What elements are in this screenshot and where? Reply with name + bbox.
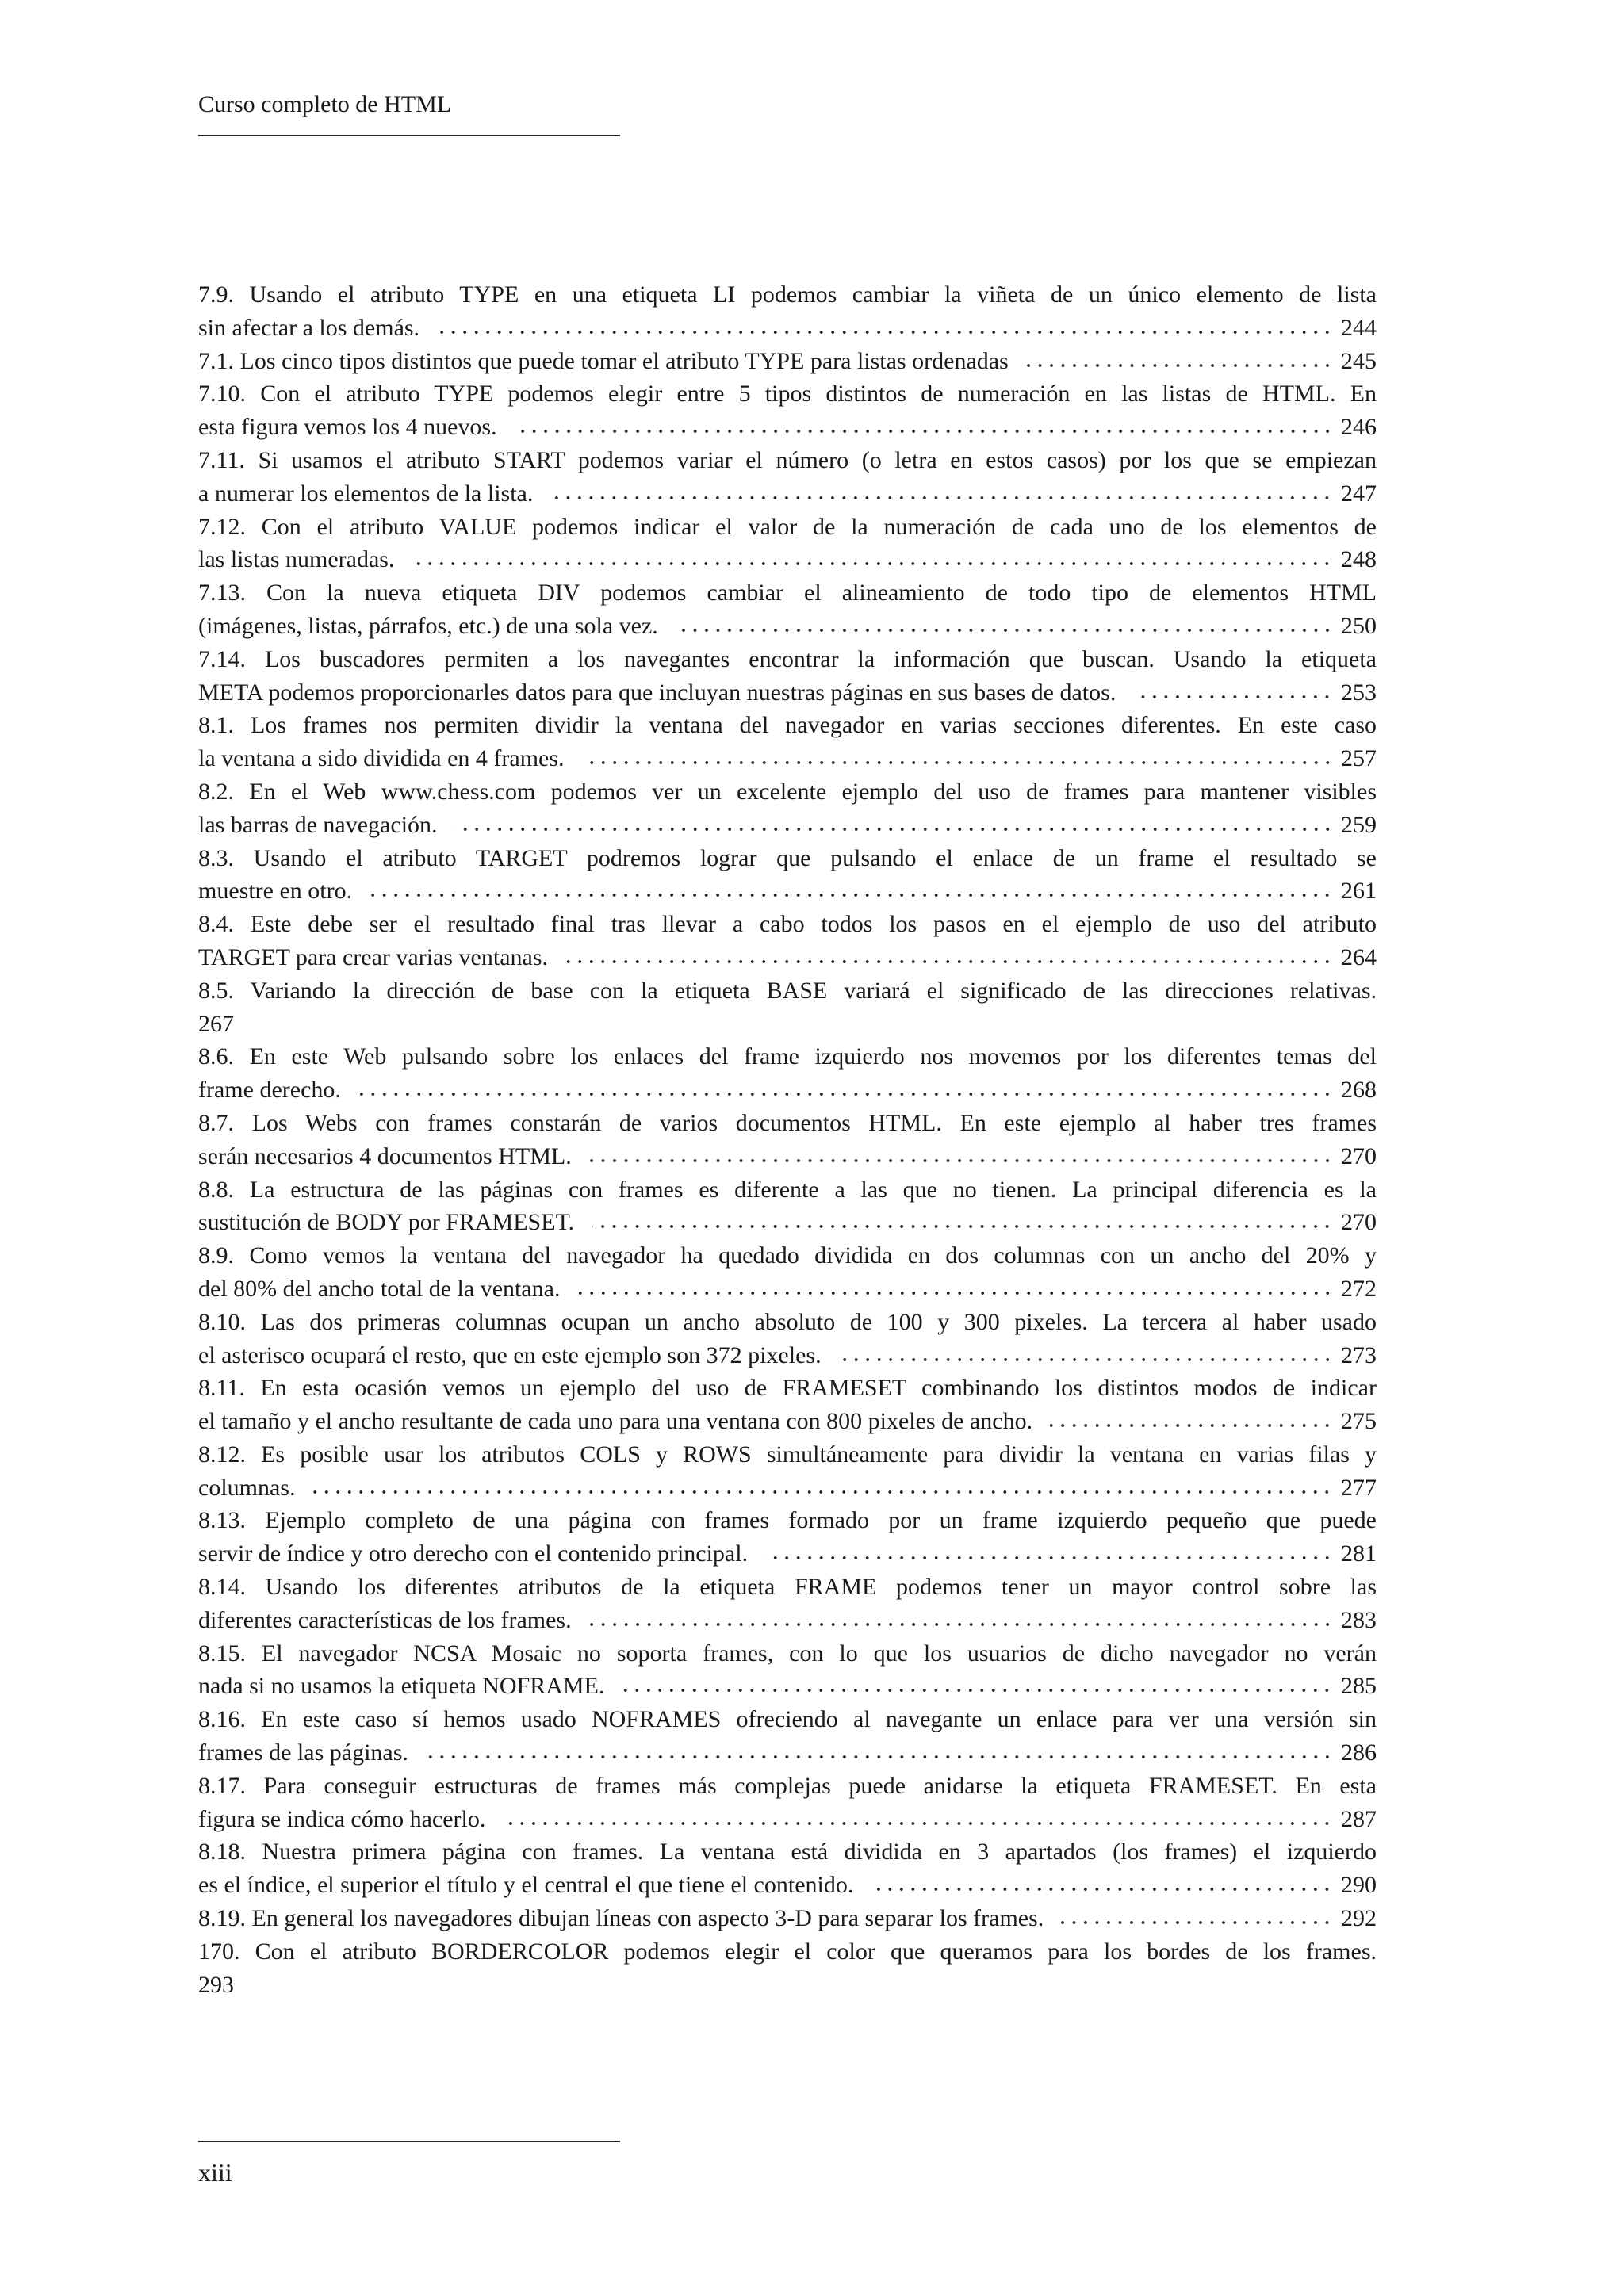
entry-caption-end: TARGET para crear varias ventanas.	[198, 943, 549, 970]
entry-caption-end: sustitución de BODY por FRAMESET.	[198, 1209, 575, 1236]
entry-leader-line	[198, 1537, 1377, 1571]
dot-leader	[1050, 1422, 1333, 1429]
entry-caption-line: 7.10. Con el atributo TYPE podemos elegir entre 5 tipos distintos de numeración en las listas de HTML. En	[198, 381, 1377, 408]
entry-caption-end: la ventana a sido dividida en 4 frames.	[198, 745, 565, 772]
entry-page-number: 267	[198, 1010, 234, 1037]
entry-caption-end: sin afectar a los demás.	[198, 314, 420, 341]
entry-page-number: 250	[1341, 612, 1377, 639]
toc-entry[interactable]	[198, 643, 1377, 710]
dot-leader	[412, 561, 1333, 567]
dot-leader	[578, 1290, 1334, 1296]
entry-page-number: 261	[1341, 878, 1377, 905]
entry-leader-line	[198, 610, 1377, 643]
entry-caption-end: es el índice, el superior el título y el central el que tiene el contenido.	[198, 1872, 854, 1899]
entry-caption-end: META podemos proporcionarles datos para que incluyan nuestras páginas en sus bases de datos.	[198, 679, 1116, 706]
dot-leader	[550, 495, 1333, 501]
dot-leader	[426, 1754, 1333, 1760]
entry-page-number: 287	[1341, 1805, 1377, 1832]
dot-leader	[582, 760, 1333, 766]
entry-caption-line: 8.6. En este Web pulsando sobre los enlaces del frame izquierdo nos movemos por los diferentes temas del	[198, 1043, 1377, 1070]
toc-entry[interactable]	[198, 1835, 1377, 1902]
entry-caption-end: frame derecho.	[198, 1077, 341, 1104]
entry-leader-line	[198, 676, 1377, 710]
entry-caption-line: 8.8. La estructura de las páginas con frames es diferente a las que no tienen. La principal diferencia es la	[198, 1176, 1377, 1203]
entry-caption-end: diferentes características de los frames.	[198, 1606, 572, 1633]
entry-leader-line	[198, 477, 1377, 511]
dot-leader	[312, 1489, 1333, 1495]
entry-page-number: 292	[1341, 1905, 1377, 1932]
entry-page-number: 272	[1341, 1275, 1377, 1302]
entry-caption-end: el tamaño y el ancho resultante de cada uno para una ventana con 800 pixeles de ancho.	[198, 1408, 1033, 1435]
dot-leader	[455, 826, 1333, 832]
entry-page-number: 257	[1341, 745, 1377, 772]
entry-leader-line	[198, 1073, 1377, 1107]
toc-entry[interactable]	[198, 576, 1377, 643]
footer-rule	[198, 2141, 620, 2142]
dot-leader	[765, 1555, 1333, 1561]
toc-entry[interactable]	[198, 1637, 1377, 1704]
entry-leader-line	[198, 411, 1377, 444]
toc-entry[interactable]	[198, 709, 1377, 775]
entry-caption-line: 8.9. Como vemos la ventana del navegador ha quedado dividida en dos columnas con un ancho del 20% y	[198, 1242, 1377, 1269]
toc-entry[interactable]	[198, 444, 1377, 511]
dot-leader	[592, 1223, 1333, 1230]
entry-caption-end: las listas numeradas.	[198, 546, 395, 573]
entry-caption-end: columnas.	[198, 1474, 296, 1501]
toc-entry[interactable]	[198, 1770, 1377, 1836]
entry-caption-end: figura se indica cómo hacerlo.	[198, 1805, 486, 1832]
toc-entry[interactable]	[198, 511, 1377, 577]
toc-entry[interactable]	[198, 908, 1377, 974]
toc-entry[interactable]	[198, 1504, 1377, 1571]
entry-leader-line	[198, 874, 1377, 908]
dot-leader	[676, 627, 1333, 633]
entry-page-number: 275	[1341, 1408, 1377, 1435]
toc-entry[interactable]	[198, 1107, 1377, 1173]
entry-page-number: 253	[1341, 679, 1377, 706]
entry-caption-line: 8.13. Ejemplo completo de una página con frames formado por un frame izquierdo pequeño que puede	[198, 1507, 1377, 1534]
entry-caption-line: 8.11. En esta ocasión vemos un ejemplo del uso de FRAMESET combinando los distintos modos de indicar	[198, 1375, 1377, 1402]
entry-caption-line: 8.16. En este caso sí hemos usado NOFRAMES ofreciendo al navegante un enlace para ver una versión sin	[198, 1706, 1377, 1733]
entry-caption-line: 8.5. Variando la dirección de base con la etiqueta BASE variará el significado de las direcciones relativas.	[198, 977, 1377, 1004]
dot-leader	[358, 1091, 1333, 1097]
entry-caption-line: 170. Con el atributo BORDERCOLOR podemos elegir el color que queramos para los bordes de los frames.	[198, 1938, 1377, 1965]
entry-caption-line: 8.14. Usando los diferentes atributos de la etiqueta FRAME podemos tener un mayor control sobre las	[198, 1574, 1377, 1601]
entry-page-number: 286	[1341, 1739, 1377, 1766]
dot-leader	[370, 892, 1333, 898]
toc-entry[interactable]	[198, 1438, 1377, 1505]
entry-leader-line	[198, 1272, 1377, 1306]
entry-leader-line	[198, 1670, 1377, 1703]
dot-leader	[1133, 694, 1333, 700]
entry-caption-end: 7.1. Los cinco tipos distintos que puede tomar el atributo TYPE para listas ordenadas	[198, 347, 1009, 374]
entry-leader-line	[198, 742, 1377, 775]
entry-caption-end: esta figura vemos los 4 nuevos.	[198, 414, 497, 441]
entry-caption-end: nada si no usamos la etiqueta NOFRAME.	[198, 1673, 605, 1700]
toc-entry[interactable]	[198, 1306, 1377, 1372]
toc-entry[interactable]	[198, 974, 1377, 1041]
header-rule	[198, 135, 620, 136]
toc-entry[interactable]	[198, 1703, 1377, 1770]
toc-entry[interactable]	[198, 1935, 1377, 2002]
toc-entry[interactable]	[198, 377, 1377, 444]
dot-leader	[839, 1357, 1333, 1363]
toc-entry[interactable]	[198, 775, 1377, 842]
entry-caption-line: 8.18. Nuestra primera página con frames. La ventana está dividida en 3 apartados (los frames) el izquierdo	[198, 1839, 1377, 1866]
dot-leader	[515, 428, 1333, 434]
dot-leader	[589, 1621, 1333, 1628]
entry-page-number: 259	[1341, 811, 1377, 838]
toc-entry[interactable]	[198, 278, 1377, 345]
entry-leader-line	[198, 1869, 1377, 1902]
entry-caption-line: 8.10. Las dos primeras columnas ocupan un ancho absoluto de 100 y 300 pixeles. La tercera al haber usado	[198, 1308, 1377, 1335]
dot-leader	[1026, 362, 1333, 369]
entry-leader-line	[198, 543, 1377, 576]
entry-caption-line: 7.14. Los buscadores permiten a los navegantes encontrar la información que buscan. Usando la etiqueta	[198, 645, 1377, 672]
entry-caption-line: 8.15. El navegador NCSA Mosaic no soporta frames, con lo que los usuarios de dicho navegador no verán	[198, 1640, 1377, 1667]
entry-caption-line: 8.2. En el Web www.chess.com podemos ver un excelente ejemplo del uso de frames para mantener visibles	[198, 778, 1377, 805]
entry-caption-line: 8.17. Para conseguir estructuras de frames más complejas puede anidarse la etiqueta FRAMESET. En esta	[198, 1772, 1377, 1799]
entry-caption-line: 7.9. Usando el atributo TYPE en una etiqueta LI podemos cambiar la viñeta de un único elemento de lista	[198, 281, 1377, 308]
entry-caption-end: 8.19. En general los navegadores dibujan líneas con aspecto 3-D para separar los frames.	[198, 1905, 1044, 1932]
running-header: Curso completo de HTML	[198, 91, 452, 117]
entry-caption-line: 8.4. Este debe ser el resultado final tras llevar a cabo todos los pasos en el ejemplo de uso del atributo	[198, 911, 1377, 938]
entry-leader-line	[198, 312, 1377, 345]
dot-leader	[622, 1687, 1333, 1693]
entry-leader-line	[198, 1339, 1377, 1372]
entry-leader-line	[198, 941, 1377, 974]
entry-caption-line: 7.13. Con la nueva etiqueta DIV podemos cambiar el alineamiento de todo tipo de elementos HTML	[198, 580, 1377, 607]
toc-entry[interactable]	[198, 1902, 1377, 1935]
toc-entry[interactable]	[198, 1040, 1377, 1107]
dot-leader	[1061, 1919, 1333, 1926]
entry-caption-end: las barras de navegación.	[198, 811, 438, 838]
entry-leader-line	[198, 1604, 1377, 1637]
entry-page-number: 270	[1341, 1142, 1377, 1169]
entry-leader-line	[198, 1140, 1377, 1173]
entry-leader-line	[198, 1736, 1377, 1770]
toc-entry[interactable]	[198, 1239, 1377, 1306]
dot-leader	[565, 959, 1333, 965]
entry-page-number: 244	[1341, 314, 1377, 341]
toc-entry[interactable]	[198, 345, 1377, 378]
entry-caption-end: del 80% del ancho total de la ventana.	[198, 1275, 561, 1302]
entry-page-number: 248	[1341, 546, 1377, 573]
entry-page-number: 273	[1341, 1341, 1377, 1368]
entry-caption-end: frames de las páginas.	[198, 1739, 408, 1766]
entry-leader-line	[198, 1902, 1377, 1935]
dot-leader	[437, 329, 1333, 335]
entry-page-number: 246	[1341, 414, 1377, 441]
toc-entry[interactable]	[198, 842, 1377, 909]
entry-caption-line: 8.3. Usando el atributo TARGET podremos lograr que pulsando el enlace de un frame el resultado se	[198, 844, 1377, 871]
entry-caption-end: a numerar los elementos de la lista.	[198, 480, 534, 507]
entry-page-number: 283	[1341, 1606, 1377, 1633]
entry-page-number: 293	[198, 1971, 234, 1998]
entry-page-number: 277	[1341, 1474, 1377, 1501]
entry-page-number: 281	[1341, 1540, 1377, 1567]
entry-page-number: 290	[1341, 1872, 1377, 1899]
dot-leader	[589, 1158, 1333, 1164]
entry-caption-end: (imágenes, listas, párrafos, etc.) de una sola vez.	[198, 612, 658, 639]
entry-caption-end: servir de índice y otro derecho con el contenido principal.	[198, 1540, 749, 1567]
entry-leader-line	[198, 345, 1377, 378]
entry-caption-line: 7.12. Con el atributo VALUE podemos indicar el valor de la numeración de cada uno de los elementos de	[198, 513, 1377, 540]
entry-caption-end: serán necesarios 4 documentos HTML.	[198, 1142, 572, 1169]
entry-page-number: 247	[1341, 480, 1377, 507]
list-of-figures	[198, 278, 1377, 2001]
entry-page-number: 270	[1341, 1209, 1377, 1236]
entry-caption-line: 7.11. Si usamos el atributo START podemos variar el número (o letra en estos casos) por los que se empiezan	[198, 446, 1377, 473]
entry-page-number: 268	[1341, 1077, 1377, 1104]
dot-leader	[503, 1820, 1333, 1827]
entry-caption-line: 8.1. Los frames nos permiten dividir la ventana del navegador en varias secciones diferentes. En este caso	[198, 712, 1377, 739]
page-number: xiii	[198, 2158, 232, 2187]
entry-page-number: 285	[1341, 1673, 1377, 1700]
entry-leader-line	[198, 1803, 1377, 1836]
entry-leader-line	[198, 1206, 1377, 1239]
entry-page-number: 245	[1341, 347, 1377, 374]
entry-caption-line: 8.12. Es posible usar los atributos COLS y ROWS simultáneamente para dividir la ventana en varias filas y	[198, 1441, 1377, 1468]
entry-caption-end: muestre en otro.	[198, 878, 353, 905]
entry-leader-line	[198, 809, 1377, 842]
toc-entry[interactable]	[198, 1372, 1377, 1438]
entry-leader-line	[198, 1405, 1377, 1438]
entry-leader-line	[198, 1471, 1377, 1505]
toc-entry[interactable]	[198, 1571, 1377, 1637]
dot-leader	[871, 1886, 1333, 1892]
entry-page-number: 264	[1341, 943, 1377, 970]
entry-caption-end: el asterisco ocupará el resto, que en este ejemplo son 372 pixeles.	[198, 1341, 822, 1368]
entry-caption-line: 8.7. Los Webs con frames constarán de varios documentos HTML. En este ejemplo al haber tres frames	[198, 1109, 1377, 1136]
toc-entry[interactable]	[198, 1173, 1377, 1240]
